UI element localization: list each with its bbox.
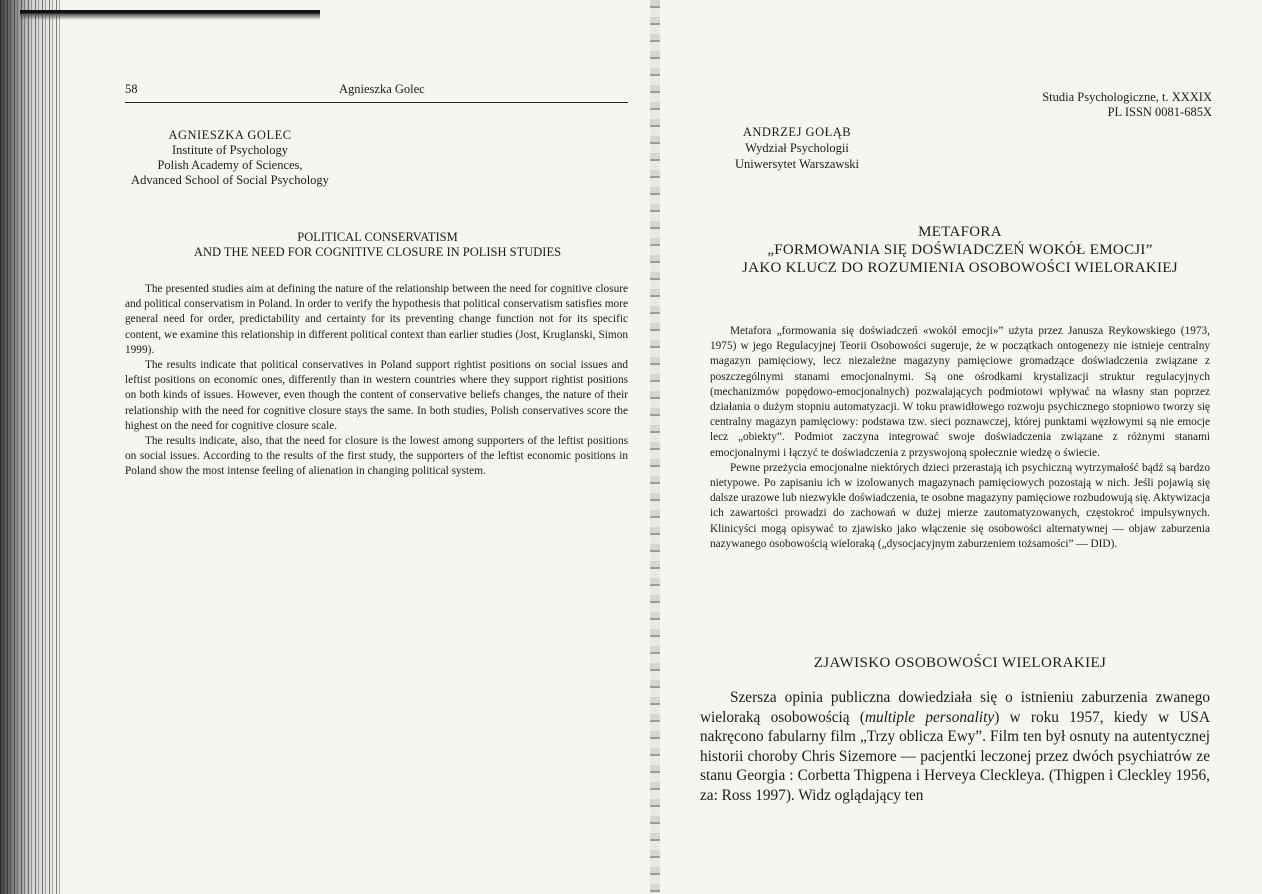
- section-heading: ZJAWISKO OSOBOWOŚCI WIELORAKIEJ: [813, 655, 1107, 671]
- abstract: [125, 282, 628, 480]
- title-line: POLITICAL CONSERVATISM: [297, 230, 458, 244]
- abstract-paragraph: The results indicate that political conservatives in Poland support rightist positions on social issues and leftist positions on economic ones, differently than in western countries where they support rightist positions on both kinds of issues. However, even though the content of conservative beliefs changes, the nature of their relationship with the need for cognitive closure stays the same. In both studies, Polish conservatives score the highest on the need for cognitive closure scale.: [125, 359, 628, 432]
- author-name: AGNIESZKA GOLEC: [168, 128, 292, 142]
- title-line: METAFORA: [918, 224, 1002, 240]
- affiliation-line: Uniwersytet Warszawski: [734, 157, 860, 171]
- journal-info: [1042, 90, 1212, 120]
- abstract: [710, 324, 1210, 552]
- body-text-run: Szersza opinia publiczna dowiedziała się o istnieniu zaburzenia zwanego wieloraką osobowością (: [700, 689, 1210, 726]
- abstract-paragraph: The presented studies aim at defining the nature of the relationship between the need for cognitive closure and political conservatism in Poland. In order to verify the hypothesis that political conservatism satisfies more general need for order, predictability and certainty for its preventing change function not for its specific content, we examine this relationship in different political context than earlier studies (Jost, Kruglanski, Simon 1999).: [125, 283, 628, 356]
- journal-name: Studia Psychologiczne, t. XXXIX: [1042, 90, 1212, 104]
- affiliation-line: Institute of Psychology: [172, 143, 288, 157]
- right-page: [660, 0, 1262, 894]
- body-paragraph: [700, 688, 1210, 805]
- journal-issn: PL ISSN 0081-685X: [1107, 105, 1212, 119]
- abstract-paragraph: Pewne przeżycia emocjonalne niektórych dzieci przerastają ich psychiczną wytrzymałość bądź są bardzo nietypowe. Po zapisaniu ich w izolowanych magazynach pamięciowych pozostają w nich. Jeśli pojawią się dalsze urazowe lub niezwykłe doświadczenia, te osobne magazyny pamięciowe rozbudowują się. Aktywizacja ich zawartości prowadzi do zachowań w dużej mierze zautomatyzowanych, częstokroć impulsywnych. Klinicyści mogą opisywać to zjawisko jako włączenie się osobowości alternatywnej — objaw zaburzenia nazywanego osobowością wieloraką („dysocjacyjnym zaburzeniem tożsamości” — DID).: [710, 461, 1210, 550]
- affiliation-line: Wydział Psychologii: [745, 141, 849, 155]
- body-text-run: ) w roku 1957, kiedy w USA nakręcono fabularny film „Trzy oblicza Ewy”. Film ten był osnuty na autentycznej historii choroby Chris Sizemore — pacjentki leczonej przez dwóch psychiatrów ze stanu Georgia : Corbetta Thigpena i Herveya Cleckleya. (Thigpen i Cleckley 1956, za: Ross 1997). Widz oglądający ten: [700, 708, 1210, 804]
- paper-title: [120, 230, 635, 260]
- author-affiliation: [712, 124, 882, 172]
- title-line: JAKO KLUCZ DO ROZUMIENIA OSOBOWOŚCI WIELORAKIEJ: [742, 260, 1178, 276]
- scan-top-artifact: [20, 10, 320, 20]
- running-head: [125, 82, 628, 103]
- page-number: 58: [125, 82, 138, 96]
- affiliation-line: Advanced School of Social Psychology: [131, 173, 329, 187]
- title-line: „FORMOWANIA SIĘ DOŚWIADCZEŃ WOKÓŁ EMOCJI”: [767, 242, 1153, 258]
- affiliation-line: Polish Academy of Sciences,: [157, 158, 303, 172]
- scan-edge-artifact: [0, 0, 62, 894]
- body-text: [700, 688, 1210, 805]
- abstract-paragraph: Metafora „formowania się doświadczeń «wokół emocji»” użyta przez Janusza Reykowskiego (1973, 1975) w jego Regulacyjnej Teorii Osobowości sugeruje, że w początkach ontogenezy nie istnieje centralny magazyn pamięciowy, lecz niezależne magazyny pamięciowe gromadzące doświadczenia związane z poszczególnymi stanami emocjonalnymi. Są one ośrodkami krystalizacji struktur regulacyjnych (mechanizmów popędowo-emocjonalnych) pozwalających podmiotowi wpływać na własny stan poprzez działania o dużym stopniu automatyzacji. W toku prawidłowego rozwoju psychicznego stopniowo tworzy się centralny magazyn pamięciowy: podstawa tzw. sieci poznawczej, której punktami węzłowymi są nie emocje lecz „obiekty”. Podmiot zaczyna integrować swoje doświadczenia związane z różnymi stanami emocjonalnymi i łączyć te doświadczenia z przyswojoną społecznie wiedzę o świecie.: [710, 325, 1210, 459]
- title-line: AND THE NEED FOR COGNITIVE CLOSURE IN POLISH STUDIES: [193, 245, 562, 259]
- body-italic-term: multiple personality: [864, 708, 995, 726]
- author-affiliation: [120, 128, 340, 188]
- abstract-paragraph: The results indicate, also, that the need for closure is the lowest among supporters of the leftist positions on social issues. According to the results of the first study, the supporters of the leftist economic positions in Poland show the most intense feeling of alienation in changing political system.: [125, 435, 628, 478]
- running-head-author: Agnieszka Golec: [339, 82, 425, 96]
- paper-title: [720, 223, 1200, 277]
- author-name: ANDRZEJ GOŁĄB: [742, 125, 852, 139]
